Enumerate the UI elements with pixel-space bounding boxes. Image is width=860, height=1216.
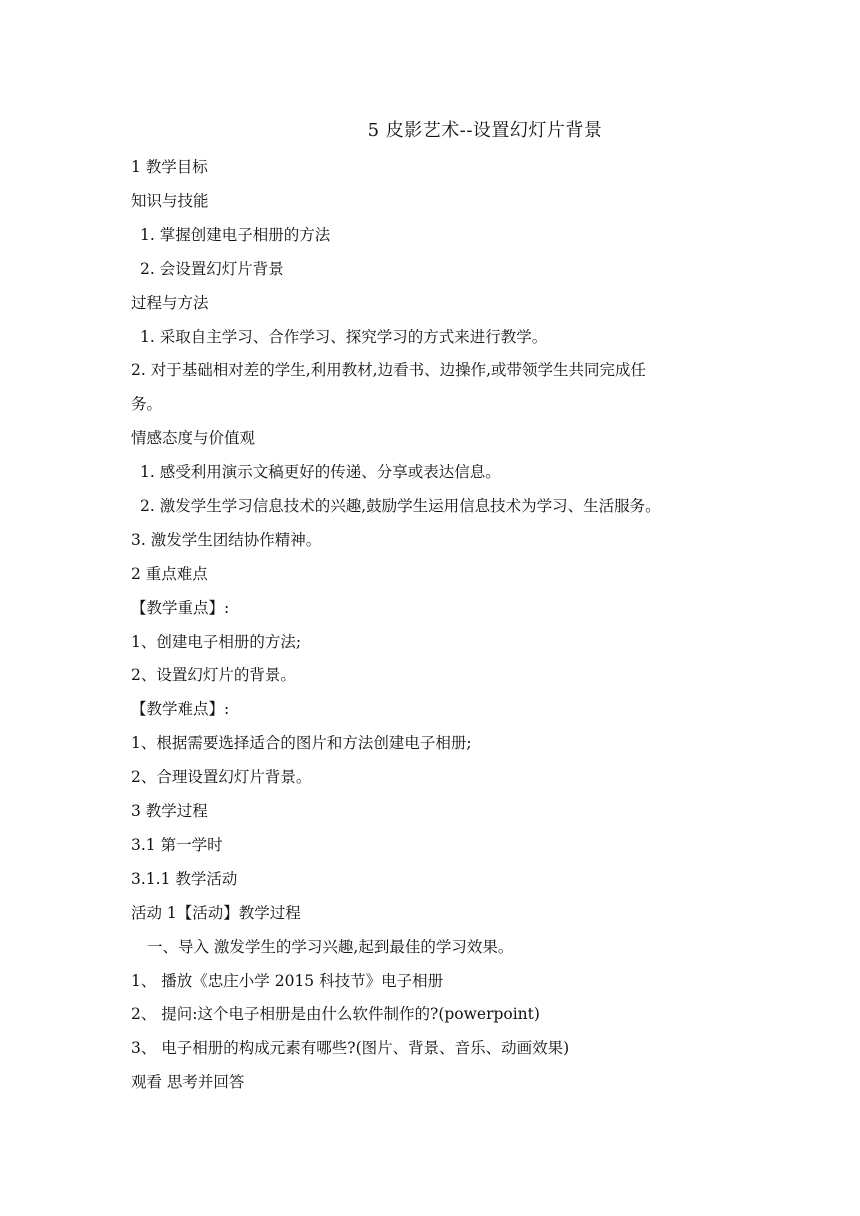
list-item: 1. 掌握创建电子相册的方法	[140, 226, 331, 244]
list-item: 2. 会设置幻灯片背景	[140, 260, 284, 278]
list-item: 2. 激发学生学习信息技术的兴趣,鼓励学生运用信息技术为学习、生活服务。	[140, 497, 661, 515]
activity-title: 活动 1【活动】教学过程	[131, 904, 301, 922]
paragraph-note: 观看 思考并回答	[131, 1073, 245, 1091]
list-item: 1. 采取自主学习、合作学习、探究学习的方式来进行教学。	[140, 328, 548, 346]
subheading-process-methods: 过程与方法	[131, 294, 209, 312]
subheading-teaching-focus: 【教学重点】:	[131, 599, 230, 617]
subheading-first-period: 3.1 第一学时	[131, 836, 223, 854]
list-item: 2、合理设置幻灯片背景。	[131, 768, 312, 786]
list-item: 1、根据需要选择适合的图片和方法创建电子相册;	[131, 734, 472, 752]
paragraph-intro: 一、导入 激发学生的学习兴趣,起到最佳的学习效果。	[147, 938, 514, 956]
heading-teaching-process: 3 教学过程	[131, 802, 208, 820]
list-item: 2、设置幻灯片的背景。	[131, 666, 296, 684]
list-item: 3. 激发学生团结协作精神。	[131, 531, 322, 549]
document-title: 5 皮影艺术--设置幻灯片背景	[367, 120, 603, 141]
list-item: 2、 提问:这个电子相册是由什么软件制作的?(powerpoint)	[131, 1005, 540, 1023]
heading-teaching-goals: 1 教学目标	[131, 158, 208, 176]
subheading-knowledge-skills: 知识与技能	[131, 192, 209, 210]
list-item: 1. 感受利用演示文稿更好的传递、分享或表达信息。	[140, 463, 501, 481]
list-item: 3、 电子相册的构成元素有哪些?(图片、背景、音乐、动画效果)	[131, 1039, 570, 1057]
subheading-teaching-difficulty: 【教学难点】:	[131, 700, 230, 718]
list-item: 1、 播放《忠庄小学 2015 科技节》电子相册	[131, 972, 444, 990]
list-item: 2. 对于基础相对差的学生,利用教材,边看书、边操作,或带领学生共同完成任	[131, 361, 646, 379]
heading-key-difficulties: 2 重点难点	[131, 565, 208, 583]
subheading-teaching-activity: 3.1.1 教学活动	[131, 870, 238, 888]
list-item: 1、创建电子相册的方法;	[131, 633, 302, 651]
list-item-continuation: 务。	[131, 395, 163, 413]
subheading-attitudes-values: 情感态度与价值观	[131, 429, 256, 447]
